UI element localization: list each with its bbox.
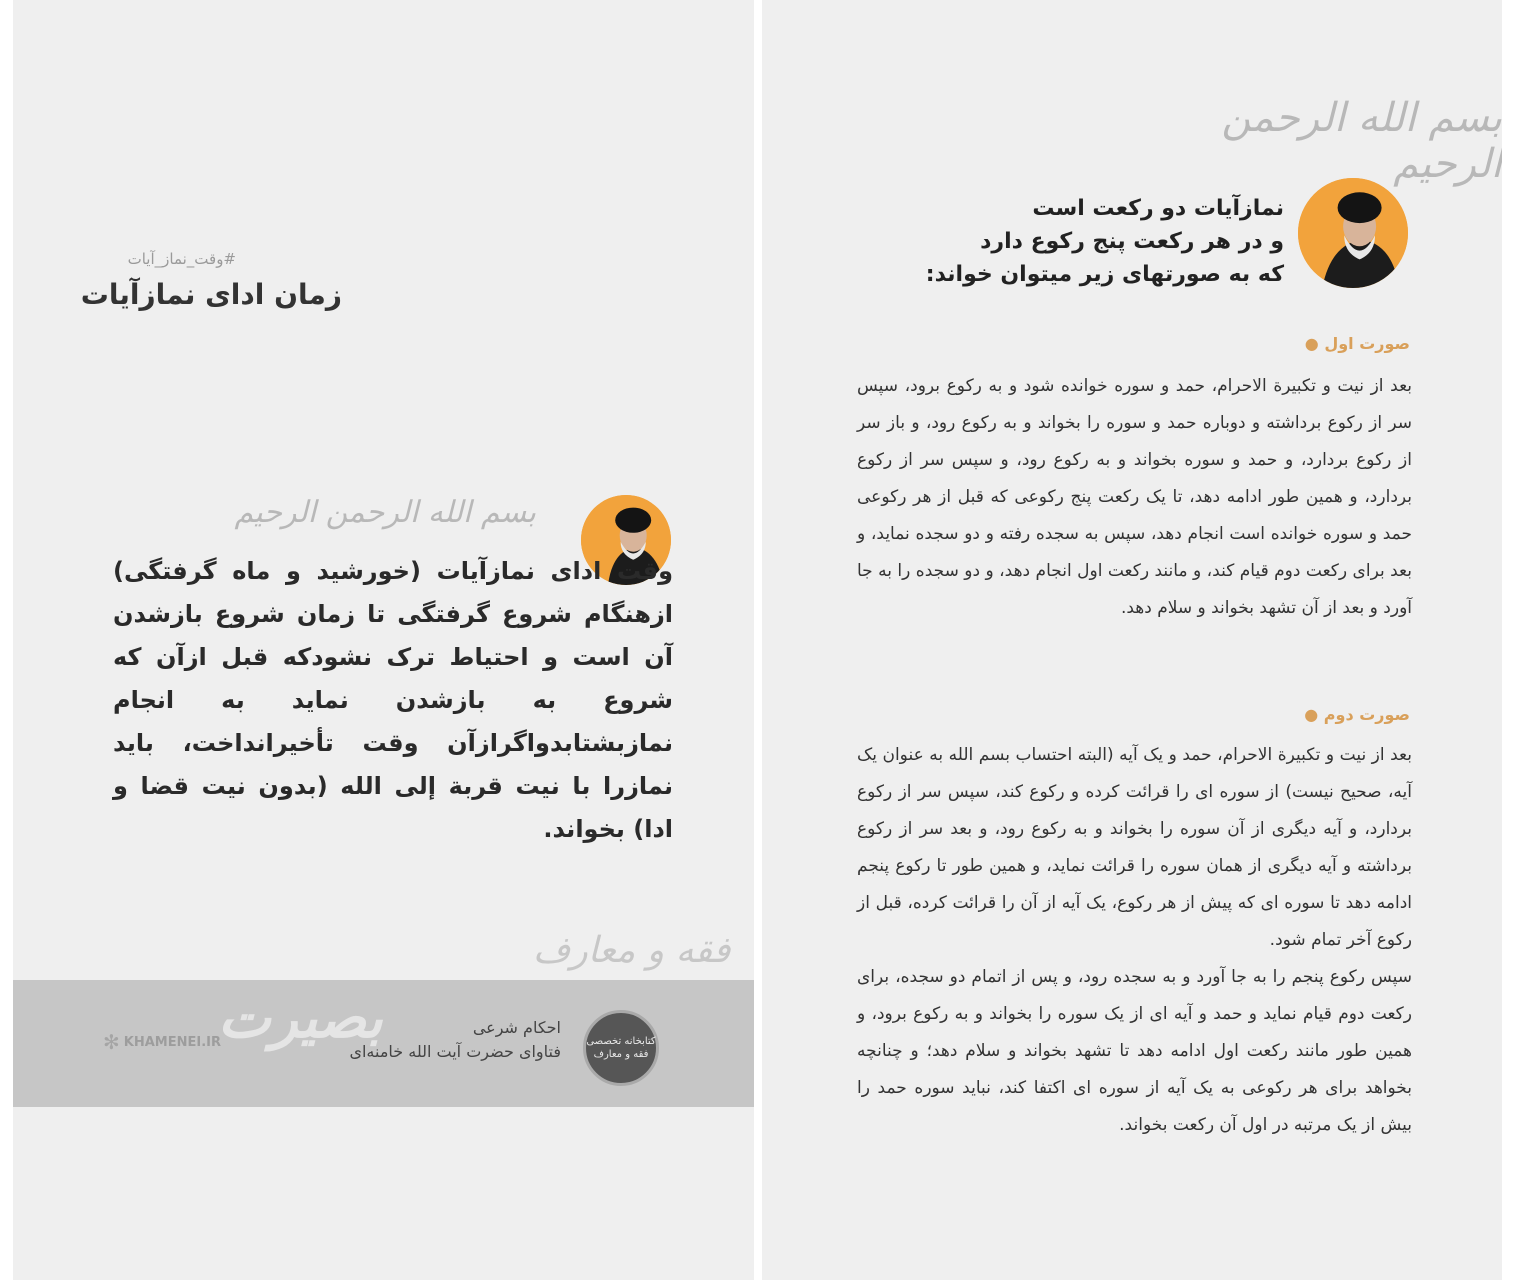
footer-line1: احکام شرعی [472, 1018, 561, 1037]
portrait-icon [1298, 178, 1408, 288]
section-body-2 [857, 737, 1412, 1144]
section-paragraph: بعد از نیت و تکبیرة الاحرام، حمد و یک آیه (البته احتساب بسم الله به عنوان یک آیه، صحیح نیست) از سوره ای را قرائت کرده و رکوع کند، سپس سر از رکوع بردارد، و آیه دیگری از آن سوره را بخواند و به رکوع رود، و بعد سر از رکوع برداشته و آیه دیگری از همان سوره را قرائت نماید، و همین طور تا رکوع پنجم ادامه دهد تا سوره ای که پیش از هر رکوع، یک آیه از آن را قرائت کرده، قبل از رکوع آخر تمام شود. [857, 745, 1412, 950]
right-page [762, 0, 1502, 1280]
section-body-1 [857, 368, 1412, 627]
header-line-3: که به صورتهای زیر میتوان خواند: [925, 262, 1284, 287]
page-title: زمان ادای نمازآیات [80, 278, 342, 311]
calligraphy-basmala: بسم الله الرحمن الرحیم [1221, 95, 1502, 187]
section-paragraph: بعد از نیت و تکبیرة الاحرام، حمد و سوره خوانده شود و به رکوع برود، سپس سر از رکوع برداشته و دوباره حمد و سوره را بخواند و به رکوع رود، و باز سر از رکوع بردارد، و حمد و سوره بخواند و به رکوع رود، و سپس سر از رکوع بردارد، و همین طور ادامه دهد، تا یک رکعت پنج رکوعی که قبل از هر رکوعی حمد و سوره خوانده است انجام دهد، سپس به سجده رفته و دو سجده نماید، و بعد برای رکعت دوم قیام کند، و مانند رکعت اول انجام دهد، و دو سجده را به جا آورد و بعد از آن تشهد بخواند و سلام دهد. [857, 376, 1412, 618]
site-label: KHAMENEI.IR [123, 1034, 221, 1050]
site-logo [103, 1030, 221, 1054]
bullet-icon: ● [1304, 705, 1319, 724]
left-page [13, 0, 754, 1280]
header-line-1: نمازآیات دو رکعت است [1032, 196, 1284, 221]
seal-logo: کتابخانه تخصصی فقه و معارف [583, 1010, 659, 1086]
calligraphy-basmala: بسم الله الرحمن الرحیم [234, 495, 536, 530]
main-text [113, 550, 673, 851]
avatar [1298, 178, 1408, 288]
section-title-1 [1305, 334, 1410, 353]
section-title-2 [1304, 705, 1410, 724]
header-line-2: و در هر رکعت پنج رکوع دارد [980, 229, 1284, 254]
logo-script: فقه و معارف [533, 930, 731, 971]
flower-icon: ✻ [103, 1030, 120, 1054]
hashtag: #وقت_نماز_آیات [127, 250, 236, 268]
section-title-1-label: صورت اول [1324, 334, 1410, 353]
bullet-icon: ● [1304, 334, 1319, 353]
section-title-2-label: صورت دوم [1323, 705, 1410, 724]
basirat-logo: بصیرت [218, 985, 383, 1051]
main-paragraph: وقت ادای نمازآیات (خورشید و ماه گرفتگی) ازهنگام شروع گرفتگی تا زمان شروع بازشدن آن است و احتیاط ترک نشودکه قبل ازآن که شروع به بازشدن نماید به انجام نمازبشتابدواگرازآن وقت تأخیرانداخت، باید نمازرا با نیت قربة إلی الله (بدون نیت قضا و ادا) بخواند. [113, 557, 673, 843]
footer-line2: فتاوای حضرت آیت الله خامنه‌ای [349, 1042, 561, 1061]
section-paragraph: سپس رکوع پنجم را به جا آورد و به سجده رود، و پس از اتمام دو سجده، برای رکعت دوم قیام نماید و حمد و آیه ای از یک سوره را بخواند و به رکوع برود، و همین طور مانند رکعت اول ادامه دهد تا تشهد بخواند و سلام دهد؛ و چنانچه بخواهد برای هر رکوعی به یک آیه از سوره ای اکتفا کند، نباید سوره حمد را بیش از یک مرتبه در اول آن رکعت بخواند. [857, 967, 1412, 1135]
